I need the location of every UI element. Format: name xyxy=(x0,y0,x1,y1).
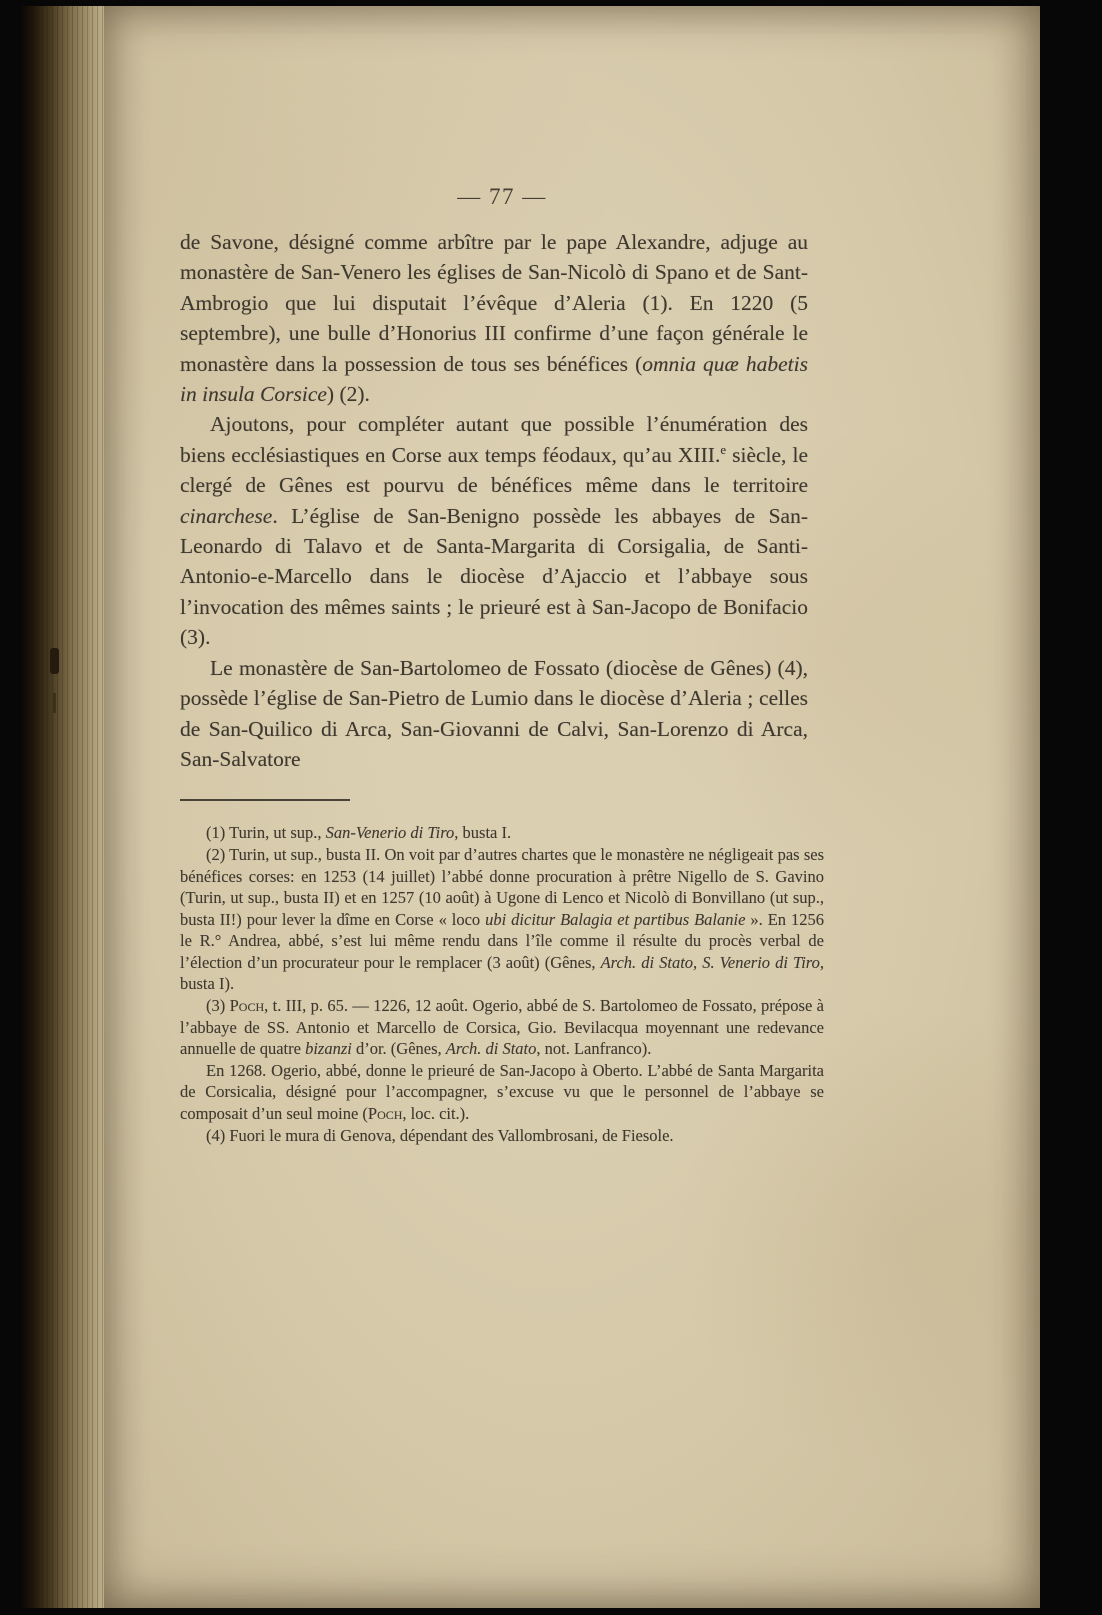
paragraph xyxy=(180,227,808,409)
page-content xyxy=(180,6,824,1146)
text-run: . L’église de San-Benigno possède les abbayes de San-Leonardo di Talavo et de Santa-Margarita di Corsigalia, de Santi-Antonio-e-Marcello dans le diocèse d’Ajaccio et l’abbaye sous l’invocation des mêmes saints ; le prieuré est à San-Jacopo de Bonifacio (3). xyxy=(180,503,808,650)
book-page-edges xyxy=(22,6,114,1608)
text-run: (1) Turin, ut sup., xyxy=(206,823,326,843)
footnote xyxy=(180,844,824,995)
text-run: , loc. cit.). xyxy=(402,1104,470,1124)
book-page xyxy=(104,6,1040,1608)
italic-text: Arch. di Stato xyxy=(445,1039,537,1059)
body-paragraphs xyxy=(180,227,808,774)
text-run: , t. III, p. 65. — 1226, 12 août. Ogerio, abbé de S. Bartolomeo de Fossato, prépose à l’abbaye de SS. Antonio et Marcello de Corsica, Gio. Bevilacqua moyennant une redevance annuelle de quatre xyxy=(180,996,824,1059)
text-run: , xyxy=(693,952,703,972)
text-run: Le monastère de San-Bartolomeo de Fossato (diocèse de Gênes) (4), possède l’église de San-Pietro de Lumio dans le diocèse d’Aleria ; celles de San-Quilico di Arca, San-Giovanni de Calvi, San-Lorenzo di Arca, San-Salvatore xyxy=(180,655,808,771)
smallcaps-text: Poch xyxy=(367,1104,403,1124)
text-run: de Savone, désigné comme arbître par le pape Alexandre, adjuge au monastère de San-Venero les églises de San-Nicolò di Spano et de Sant-Ambrogio que lui disputait l’évêque d’Aleria (1). En 1220 (5 septembre), une bulle d’Honorius III confirme d’une façon générale le monastère dans la possession de tous ses bénéfices ( xyxy=(180,230,808,376)
italic-text: cinarchese xyxy=(180,503,273,528)
text-run: siècle, le clergé de Gênes est pourvu de bénéfices même dans le territoire xyxy=(180,442,808,498)
paragraph xyxy=(180,409,808,652)
text-run: ». En 1256 le R.° Andrea, abbé, s’est lui même rendu dans l’île comme il résulte du procès verbal de l’élection d’un procurateur pour le remplacer (3 août) (Gênes, xyxy=(180,909,824,972)
text-run: (2) Turin, ut sup., busta II. On voit par d’autres chartes que le monastère ne négligeait pas ses bénéfices corses: en 1253 (14 juillet) l’abbé donne procuration à prêtre Nigello de S. Gavino (Turin, ut sup., busta II) et en 1257 (10 août) à Ugone di Lenco et Nicolò di Bonvillano (ut sup., busta II!) pour lever la dîme en Corse « loco xyxy=(180,844,824,929)
text-run: , busta I. xyxy=(454,823,512,843)
text-run: En 1268. Ogerio, abbé, donne le prieuré de San-Jacopo à Oberto. L’abbé de Santa Margarita de Corsicalia, désigné pour l’accompagner, s’excuse vu que le personnel de l’abbaye se composait d’un seul moine ( xyxy=(180,1060,824,1124)
text-run: (3) xyxy=(206,996,230,1016)
text-run: , busta I). xyxy=(180,952,824,994)
footnotes xyxy=(180,822,824,1146)
italic-text: San-Venerio di Tiro xyxy=(325,823,455,843)
page-number: — 77 — xyxy=(457,184,547,209)
footnote xyxy=(180,1125,824,1147)
footnote xyxy=(180,995,824,1060)
italic-text: ubi dicitur Balagia et partibus Balanie xyxy=(485,909,746,929)
superscript-text: e xyxy=(720,442,727,457)
text-run: ) (2). xyxy=(326,382,370,407)
italic-text: Arch. di Stato xyxy=(600,952,694,972)
paragraph xyxy=(180,653,808,775)
footnote xyxy=(180,1060,824,1125)
text-run: (4) Fuori le mura di Genova, dépendant des Vallombrosani, de Fiesole. xyxy=(206,1125,674,1145)
text-run: Ajoutons, pour compléter autant que possible l’énumération des biens ecclésiastiques en Corse aux temps féodaux, qu’au XIII. xyxy=(180,412,808,467)
italic-text: S. Venerio di Tiro xyxy=(702,952,820,972)
text-run: d’or. (Gênes, xyxy=(351,1039,446,1059)
text-run: , not. Lanfranco). xyxy=(536,1039,652,1059)
italic-text: omnia quæ habetis in insula Corsice xyxy=(180,351,808,407)
footnote xyxy=(180,822,824,844)
binding-stitch-mark xyxy=(50,648,59,674)
footnote-separator xyxy=(180,799,350,801)
smallcaps-text: Poch xyxy=(229,996,265,1016)
italic-text: bizanzi xyxy=(305,1039,352,1059)
